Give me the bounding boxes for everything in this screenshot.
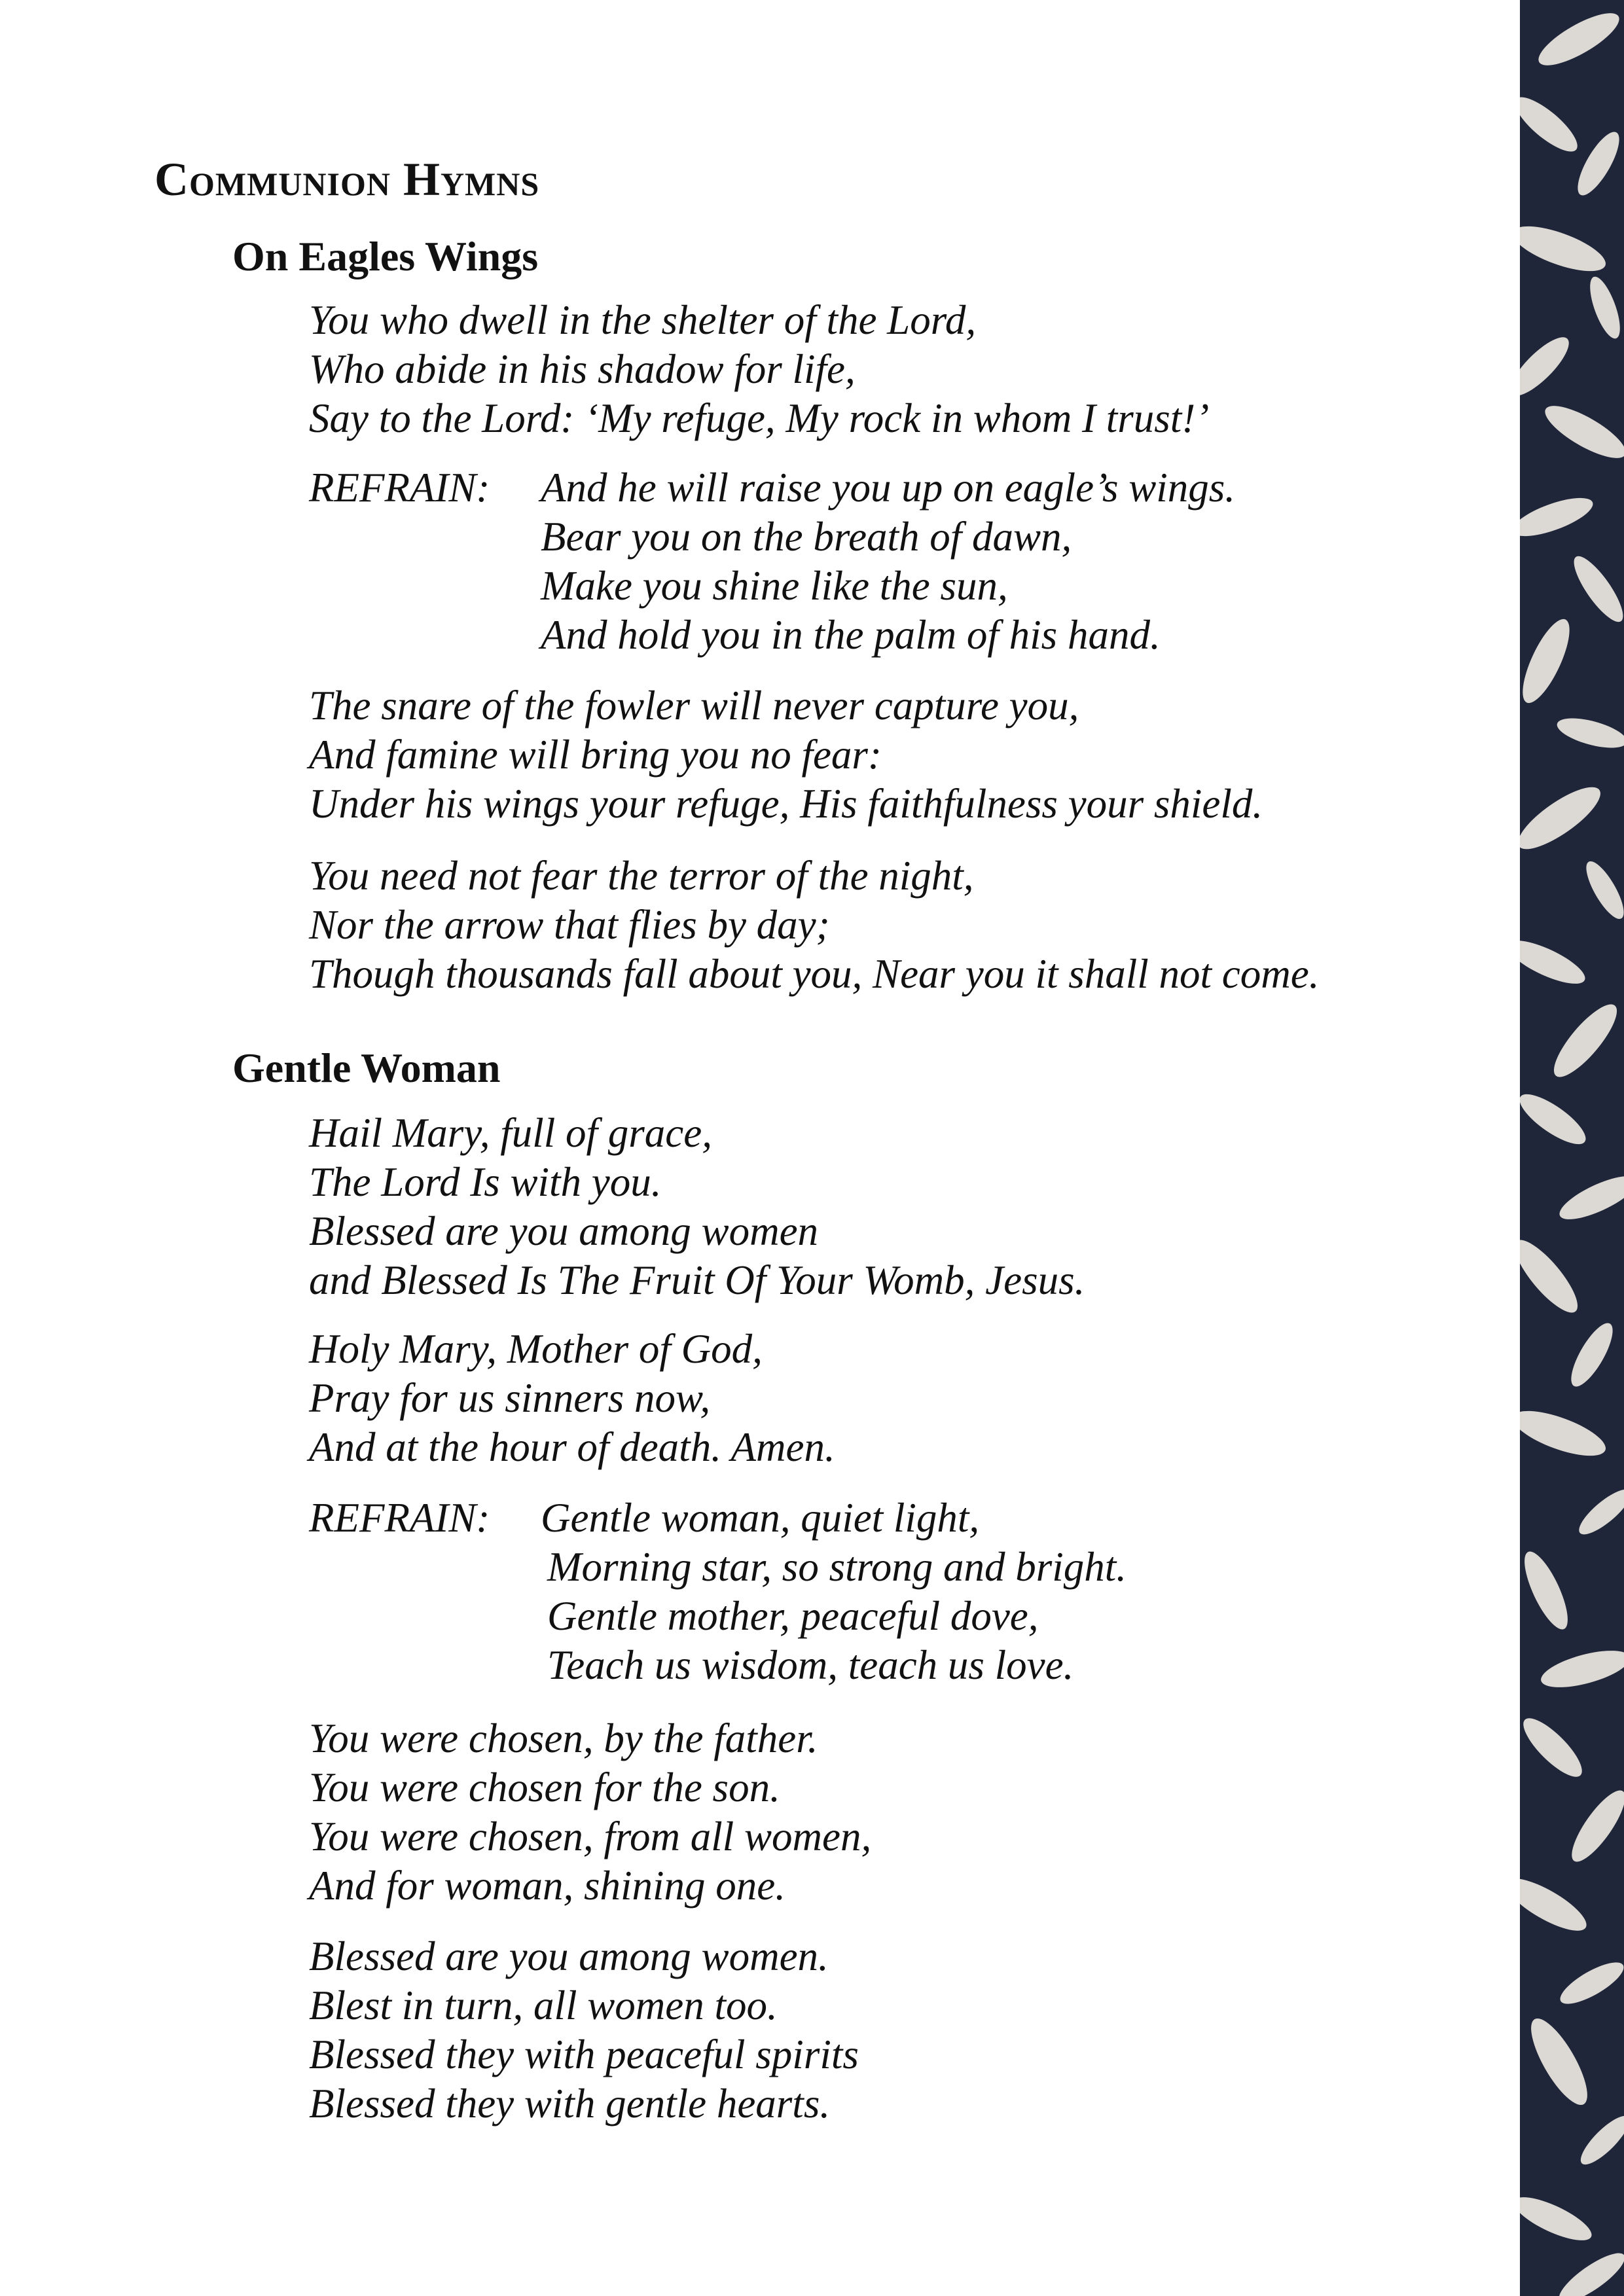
lyric-line: Blessed they with gentle hearts. <box>309 2081 831 2126</box>
hymn-title-eagles-wings: On Eagles Wings <box>232 233 539 279</box>
lyric-line: You were chosen for the son. <box>309 1765 780 1810</box>
lyric-line: Say to the Lord: ‘My refuge, My rock in whom I trust!’ <box>309 395 1210 441</box>
lyric-line: And hold you in the palm of his hand. <box>541 612 1161 658</box>
lyric-line: Gentle mother, peaceful dove, <box>547 1593 1039 1639</box>
lyric-line: Morning star, so strong and bright. <box>547 1544 1127 1590</box>
lyric-line: Teach us wisdom, teach us love. <box>547 1642 1074 1688</box>
lyric-line: Blessed are you among women. <box>309 1933 829 1979</box>
floral-leaf-pattern <box>1520 0 1624 2296</box>
lyric-line: And for woman, shining one. <box>309 1863 786 1909</box>
lyric-line: The Lord Is with you. <box>309 1159 662 1205</box>
gentle-refrain <box>541 1494 1127 1690</box>
eagles-refrain <box>541 463 1235 660</box>
lyric-line: and Blessed Is The Fruit Of Your Womb, Jesus. <box>309 1257 1085 1303</box>
lyric-line: You need not fear the terror of the night, <box>309 853 974 899</box>
hymn-title-gentle-woman: Gentle Woman <box>232 1045 501 1091</box>
lyric-line: Under his wings your refuge, His faithfulness your shield. <box>309 781 1263 827</box>
lyric-line: And famine will bring you no fear: <box>309 732 882 778</box>
lyric-line: Gentle woman, quiet light, <box>541 1495 980 1541</box>
gentle-stanza-2 <box>309 1325 835 1472</box>
lyric-line: You were chosen, by the father. <box>309 1715 818 1761</box>
lyric-line: Who abide in his shadow for life, <box>309 346 856 392</box>
eagles-stanza-2 <box>309 681 1263 829</box>
lyric-line: Nor the arrow that flies by day; <box>309 902 830 948</box>
lyric-line: The snare of the fowler will never capture you, <box>309 683 1079 728</box>
gentle-stanza-1 <box>309 1109 1085 1305</box>
eagles-refrain-label: REFRAIN: <box>309 465 490 511</box>
gentle-stanza-4 <box>309 1932 859 2128</box>
lyric-line: Make you shine like the sun, <box>541 563 1008 609</box>
section-title: Communion Hymns <box>154 153 540 206</box>
gentle-refrain-label: REFRAIN: <box>309 1495 490 1541</box>
lyric-line: And at the hour of death. Amen. <box>309 1424 835 1470</box>
lyric-line: Blest in turn, all women too. <box>309 1982 778 2028</box>
lyric-line: Blessed they with peaceful spirits <box>309 2032 859 2077</box>
lyric-line: You were chosen, from all women, <box>309 1814 872 1859</box>
lyric-line: Pray for us sinners now, <box>309 1375 711 1421</box>
lyric-line: Hail Mary, full of grace, <box>309 1110 712 1156</box>
lyric-line: Holy Mary, Mother of God, <box>309 1326 763 1372</box>
lyric-line: Though thousands fall about you, Near you it shall not come. <box>309 951 1320 997</box>
gentle-stanza-3 <box>309 1714 871 1910</box>
lyric-line: Bear you on the breath of dawn, <box>541 514 1072 560</box>
lyric-line: You who dwell in the shelter of the Lord, <box>309 297 977 343</box>
lyric-line: And he will raise you up on eagle’s wings. <box>541 465 1236 511</box>
eagles-stanza-1 <box>309 296 1209 443</box>
lyric-line: Blessed are you among women <box>309 1208 819 1254</box>
leaf-pattern-icon <box>1520 0 1624 2296</box>
eagles-stanza-3 <box>309 852 1319 999</box>
